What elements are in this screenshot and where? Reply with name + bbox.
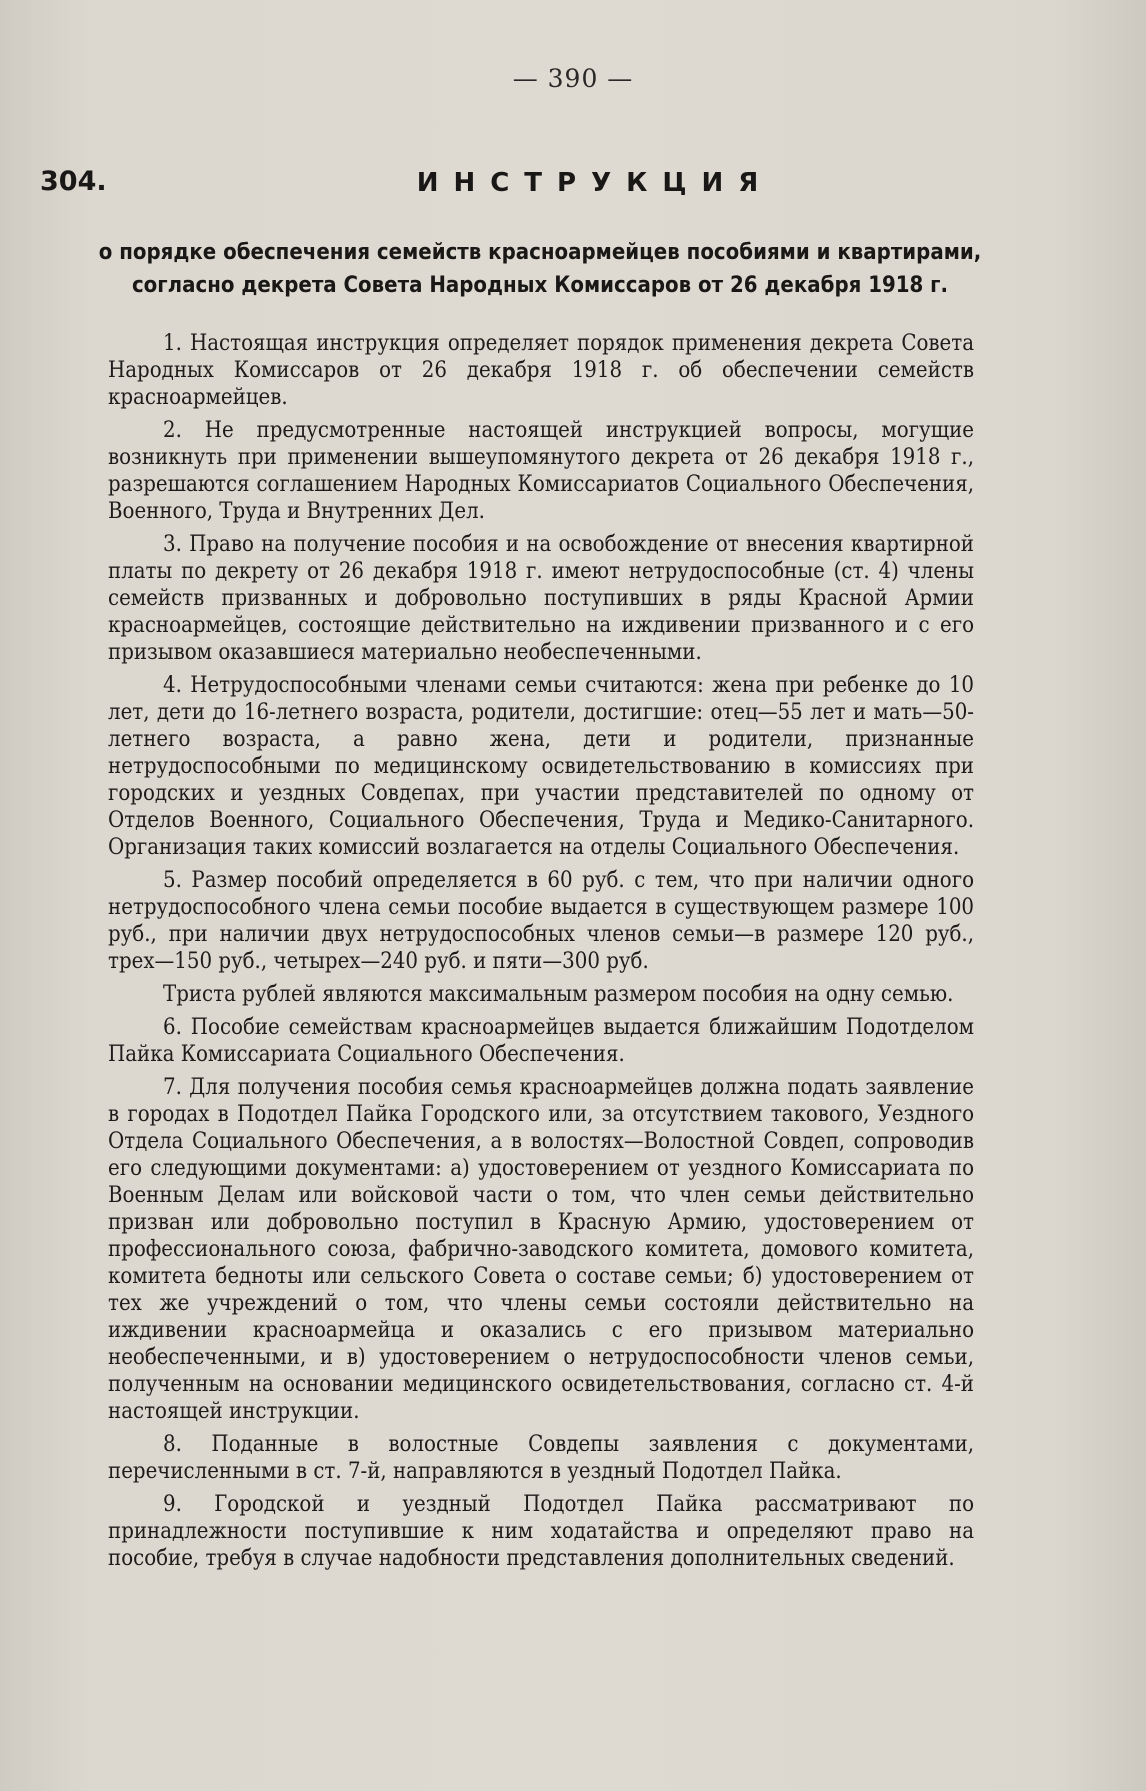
paragraph-8: 8. Поданные в волостные Совдепы заявления с документами, перечисленными в ст. 7-й, направляются в уездный Подотдел Пайка.	[108, 1432, 974, 1484]
paragraph-6: 6. Пособие семействам красноармейцев выдается ближайшим Подотделом Пайка Комиссариата Социального Обеспечения.	[108, 1015, 974, 1067]
document-number: 304.	[40, 166, 107, 197]
paragraph-5: 5. Размер пособий определяется в 60 руб. с тем, что при наличии одного нетрудоспособного члена семьи пособие выдается в существующем размере 100 руб., при наличии двух нетрудоспособных членов семьи—в размере 120 руб., трех—150 руб., четырех—240 руб. и пяти—300 руб.	[108, 868, 974, 974]
paragraph-3: 3. Право на получение пособия и на освобождение от внесения квартирной платы по декрету от 26 декабря 1918 г. имеют нетрудоспособные (ст. 4) члены семейств призванных и добровольно поступивших в ряды Красной Армии красноармейцев, состоящие действительно на иждивении призванного и с его призывом оказавшиеся материально необеспеченными.	[108, 532, 974, 665]
document-subtitle	[90, 236, 990, 302]
paragraph-7: 7. Для получения пособия семья красноармейцев должна подать заявление в городах в Подотдел Пайка Городского или, за отсутствием такового, Уездного Отдела Социального Обеспечения, а в волостях—Волостной Совдеп, сопроводив его следующими документами: а) удостоверением от уездного Комиссариата по Военным Делам или войсковой части о том, что член семьи действительно призван или добровольно поступил в Красную Армию, удостоверением от профессионального союза, фабрично-заводского комитета, домового комитета, комитета бедноты или сельского Совета о составе семьи; б) удостоверением от тех же учреждений о том, что члены семьи состояли действительно на иждивении красноармейца и оказались с его призывом материально необеспеченными, и в) удостоверением о нетрудоспособности членов семьи, полученным на основании медицинского освидетельствования, согласно ст. 4-й настоящей инструкции.	[108, 1075, 974, 1424]
document-body	[108, 330, 974, 1572]
paragraph-4: 4. Нетрудоспособными членами семьи считаются: жена при ребенке до 10 лет, дети до 16-летнего возраста, родители, достигшие: отец—55 лет и мать—50-летнего возраста, а равно жена, дети и родители, признанные нетрудоспособными по медицинскому освидетельствованию в комиссиях при городских и уездных Совдепах, при участии представителей по одному от Отделов Военного, Социального Обеспечения, Труда и Медико-Санитарного. Организация таких комиссий возлагается на отделы Социального Обеспечения.	[108, 673, 974, 860]
subtitle-line-2: согласно декрета Совета Народных Комиссаров от 26 декабря 1918 г.	[131, 273, 949, 298]
subtitle-line-1: о порядке обеспечения семейств красноармейцев пособиями и квартирами,	[98, 240, 982, 265]
document-title: ИНСТРУКЦИЯ	[416, 168, 774, 198]
page-number: — 390 —	[512, 64, 634, 93]
paragraph-2: 2. Не предусмотренные настоящей инструкцией вопросы, могущие возникнуть при применении вышеупомянутого декрета от 26 декабря 1918 г., разрешаются соглашением Народных Комиссариатов Социального Обеспечения, Военного, Труда и Внутренних Дел.	[108, 418, 974, 524]
paragraph-1: 1. Настоящая инструкция определяет порядок применения декрета Совета Народных Комиссаров от 26 декабря 1918 г. об обеспечении семейств красноармейцев.	[108, 331, 974, 410]
paragraph-9: 9. Городской и уездный Подотдел Пайка рассматривают по принадлежности поступившие к ним ходатайства и определяют право на пособие, требуя в случае надобности представления дополнительных сведений.	[108, 1492, 974, 1571]
paragraph-5-continued: Триста рублей являются максимальным размером пособия на одну семью.	[163, 982, 954, 1007]
